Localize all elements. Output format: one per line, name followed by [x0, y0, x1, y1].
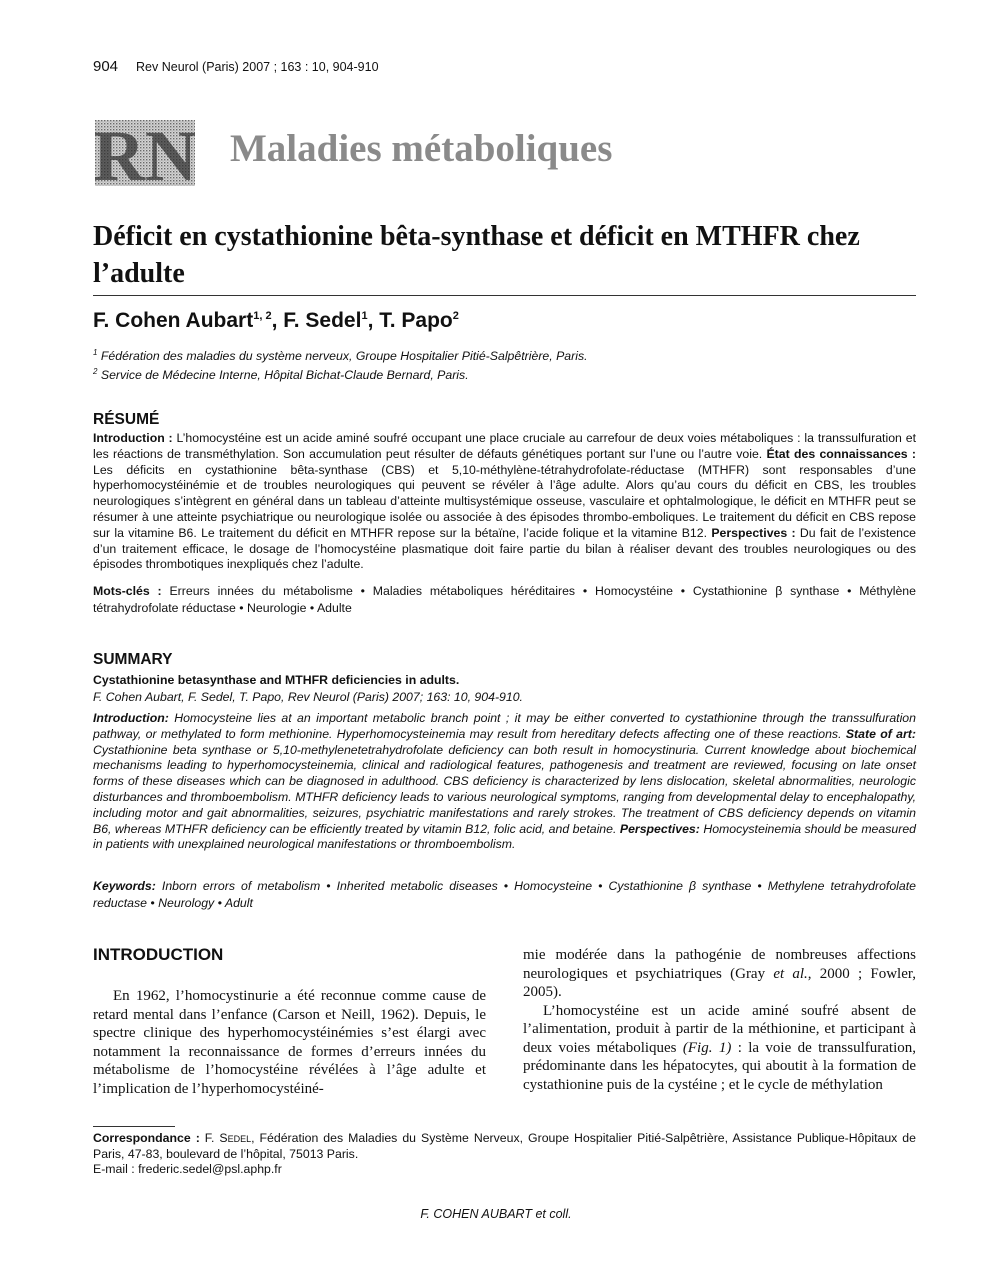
author-name: T. Papo	[379, 309, 453, 332]
body-column-right	[523, 946, 916, 1094]
figure-reference[interactable]: (Fig. 1)	[682, 1039, 732, 1056]
logo-text: RN	[95, 120, 195, 186]
body-column-left	[93, 987, 486, 1098]
journal-reference: Rev Neurol (Paris) 2007 ; 163 : 10, 904-910	[136, 60, 379, 74]
journal-logo	[95, 120, 195, 186]
paragraph: En 1962, l’homocystinurie a été reconnue comme cause de retard mental dans l’enfance (Carson et Neill, 1962). Depuis, le spectre clinique des hyperhomocystéinémies s’est élargi avec notamment la reconnaissance de formes d’erreurs innées du métabolisme de l’homocystéine révélées à l’âge adulte et l’implication de l’hyperhomocystéiné-	[93, 988, 486, 1097]
affiliation-line: $^2$ Service de Médecine Interne, Hôpital Bichat-Claude Bernard, Paris.	[93, 367, 469, 383]
author-affiliation: 1	[361, 310, 368, 322]
section-title: Maladies métaboliques	[230, 127, 613, 170]
keywords: Keywords: Inborn errors of metabolism • Inherited metabolic diseases • Homocysteine • Cystathionine β synthase • Methylene tetrahydrofolate reductase • Neurology • Adult	[93, 879, 916, 910]
paragraph: L’homocystéine est un acide aminé soufré absent de l’alimentation, produit à partir de la méthionine, et participant à deux voies métaboliques (Fig. 1) : la voie de transsulfuration, prédominante dans les hépatocytes, qui aboutit à la formation de cystathionine puis de la cystéine ; et le cycle de méthylation	[523, 1002, 916, 1093]
author-affiliation: 1, 2	[253, 310, 272, 322]
resume-heading: RÉSUMÉ	[93, 411, 160, 428]
mots-cles: Mots-clés : Erreurs innées du métabolisme • Maladies métaboliques héréditaires • Homocystéine • Cystathionine β synthase • Méthylène tétrahydrofolate réductase • Neurologie • Adulte	[93, 584, 916, 615]
introduction-heading: INTRODUCTION	[93, 945, 224, 964]
running-footer: F. COHEN AUBART et coll.	[420, 1207, 572, 1221]
summary-heading: SUMMARY	[93, 651, 173, 668]
summary-abstract: Introduction: Homocysteine lies at an important metabolic branch point ; it may be either converted to cystathionine through the transsulfuration pathway, or methylated to form methionine. Hyperhomocysteinemia may result from hereditary defects affecting one of these reactions. State of art: Cystathionine beta synthase or 5,10-methylenetetrahydrofolate deficiency can both result in homocystinuria. Current knowledge about biochemical mechanisms leading to hyperhomocysteinemia, clinical and radiological features, pathogenesis and treatment are reviewed, focusing on late onset forms of these diseases which can be diagnosed in adulthood. CBS deficiency is characterized by lens dislocation, skeletal abnormalities, neurologic disturbances and thromboembolism. MTHFR deficiency leads to various neurological symptoms, ranging from developmental delay to encephalopathy, including motor and gait abnormalities, seizures, psychiatric manifestations and rarely strokes. The treatment of CBS deficiency depends on vitamin B6, whereas MTHFR deficiency can be efficiently treated by vitamin B12, folic acid, and betaine. Perspectives: Homocysteinemia should be measured in patients with unexplained neurological manifestations or thromboembolism.	[93, 711, 916, 852]
author-list: F. Cohen Aubart$^{1, 2}$, F. Sedel$^1$, T. Papo$^2$	[93, 309, 459, 332]
author-name: F. Sedel	[283, 309, 362, 332]
correspondence-footnote: Correspondance : F. Sedel, Fédération des Maladies du Système Nerveux, Groupe Hospitalier Pitié-Salpêtrière, Assistance Publique-Hôpitaux de Paris, 47-83, boulevard de l’hôpital, 75013 Paris. E-mail : frederic.sedel@psl.aphp.fr	[93, 1131, 916, 1176]
author-name: F. Cohen Aubart	[93, 309, 254, 332]
article-title: Déficit en cystathionine bêta-synthase et déficit en MTHFR chez l’adulte	[93, 221, 860, 289]
affiliation-line: $^1$ Fédération des maladies du système nerveux, Groupe Hospitalier Pitié-Salpêtrière, Paris.	[93, 348, 588, 364]
footnote-divider	[93, 1126, 175, 1127]
paragraph: mie modérée dans la pathogénie de nombreuses affections neurologiques et psychiatriques (Gray et al., 2000 ; Fowler, 2005).	[523, 947, 916, 1000]
summary-title: Cystathionine betasynthase and MTHFR deficiencies in adults.	[93, 673, 460, 687]
resume-abstract: Introduction : L’homocystéine est un acide aminé soufré occupant une place cruciale au carrefour de deux voies métaboliques : la transsulfuration et les réactions de transméthylation. Son accumulation peut résulter de défauts génétiques portant sur l’une ou l’autre voie. État des connaissances : Les déficits en cystathionine bêta-synthase (CBS) et 5,10-méthylène-tétrahydrofolate-réductase (MTHFR) sont responsables d’une hyperhomocystéinémie et de troubles neurologiques qui peuvent se révéler à l’âge adulte. Alors qu’au cours du déficit en CBS, les troubles neurologiques s’intègrent en général dans un tableau d’atteinte multisystémique osseuse, vasculaire et ophtalmologique, le déficit en MTHFR peut se résumer à une atteinte psychiatrique ou neurologique isolée ou associée à des épisodes thrombo-emboliques. Le traitement du déficit en CBS repose sur la vitamine B6. Le traitement du déficit en MTHFR repose sur la bétaïne, l’acide folique et la vitamine B12. Perspectives : Du fait de l’existence d’un traitement efficace, le dosage de l’homocystéine plasmatique doit faire partie du bilan à réaliser devant des troubles neurologiques ou des épisodes thrombotiques inexpliqués chez l’adulte.	[93, 431, 916, 572]
email-line: E-mail : frederic.sedel@psl.aphp.fr	[93, 1162, 282, 1176]
summary-citation: F. Cohen Aubart, F. Sedel, T. Papo, Rev Neurol (Paris) 2007; 163: 10, 904-910.	[93, 690, 523, 704]
title-divider	[93, 295, 916, 296]
affiliations	[93, 345, 588, 383]
author-affiliation: 2	[452, 310, 459, 322]
page-number: 904	[93, 58, 119, 75]
running-header	[93, 58, 379, 75]
